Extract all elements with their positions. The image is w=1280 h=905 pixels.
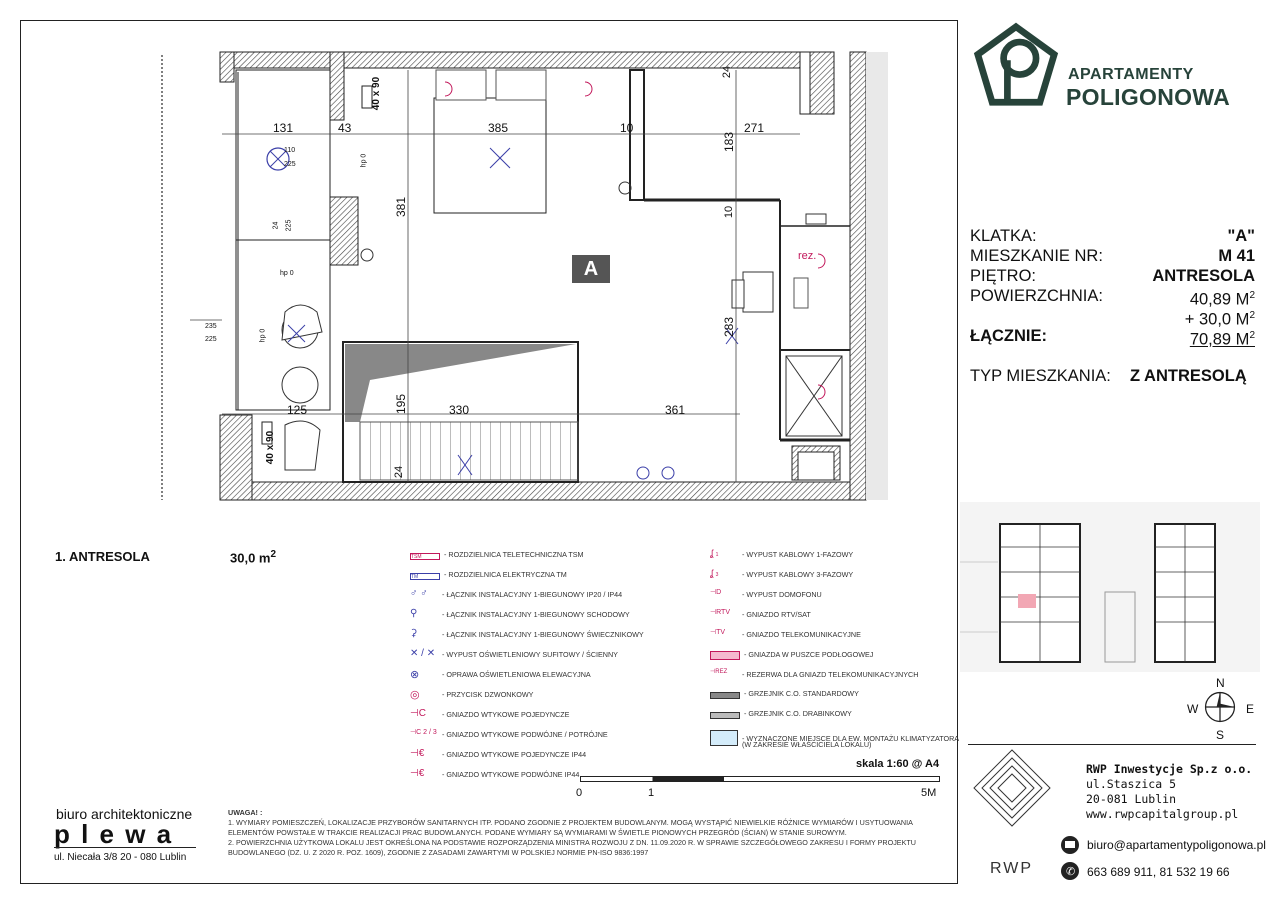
- legend-item: - GNIAZDO WTYKOWE PODWÓJNE / POTRÓJNE: [442, 729, 608, 739]
- contact-phone[interactable]: 663 689 911, 81 532 19 66: [1087, 865, 1230, 879]
- telecom-icon: ⊣TV: [710, 629, 726, 636]
- note-1: 1. WYMIARY POMIESZCZEŃ, LOKALIZACJE PRZYBORÓW SANITARNYCH ITP. PODANO ZGODNIE Z PROJEKTEM BUDOWLANYM. MOGĄ WYSTĄPIĆ NIEWIELKIE RÓŻNICE WYMIARÓW I USYTUOWANIA ELEMENTÓW POWSTAŁE W TRAKCIE REALIZACJI PRAC BUDOWLANYCH. PODANE WYMIARY SĄ WYMIARAMI W ŚWIETLE PIONOWYCH PRZEGRÓD (ŚCIAN) W STANIE SUROWYM.: [228, 818, 913, 837]
- light-outlet-icon: ✕ / ✕: [410, 648, 436, 659]
- klatka-value: "A": [1227, 227, 1255, 245]
- pietro-label: PIĘTRO:: [970, 267, 1037, 285]
- dim-271: 271: [744, 121, 765, 135]
- notes-title: UWAGA! :: [228, 808, 263, 817]
- scale-bar: [580, 776, 940, 782]
- apartment-info: [970, 226, 1255, 386]
- compass-s: S: [1216, 728, 1225, 742]
- dim-125: 125: [287, 403, 308, 417]
- note-2: 2. POWIERZCHNIA UŻYTKOWA LOKALU JEST OKREŚLONA NA PODSTAWIE ROZPORZĄDZENIA MINISTRA ROZWOJU Z DN. 11.09.2020 R. W SPRAWIE SZCZEGÓŁOWEGO ZAKRESU I FORMY PROJEKTU BUDOWLANEGO (DZ. U. Z 2020 R. POZ. 1609), ZGODNIE Z ZASADAMI ZAWARTYMI W POLSKIEJ NORMIE PN-ISO 9836:1997: [228, 838, 916, 857]
- legend-item: - ŁĄCZNIK INSTALACYJNY 1-BIEGUNOWY IP20 / IP44: [442, 589, 623, 599]
- cable-1-icon: ʆ 1: [710, 548, 719, 558]
- dim-330: 330: [449, 403, 470, 417]
- rwp-logo-text: RWP: [990, 860, 1034, 877]
- legend-item: - WYPUST KABLOWY 1-FAZOWY: [742, 549, 854, 559]
- cable-3-icon: ʆ 3: [710, 568, 719, 578]
- legend-item: - ŁĄCZNIK INSTALACYJNY 1-BIEGUNOWY ŚWIECZNIKOWY: [442, 629, 644, 639]
- floor-box-icon: [710, 651, 740, 660]
- dim-24b: 24: [393, 465, 406, 479]
- tsm-icon: TSM: [410, 553, 440, 560]
- double-socket-icon: ⊣C 2 / 3: [410, 729, 437, 736]
- scale-tick-0: 0: [576, 787, 583, 799]
- stair-switch-icon: ⚲: [410, 608, 418, 619]
- notes: [228, 808, 946, 858]
- chandelier-switch-icon: ⚳: [410, 628, 418, 639]
- legend-item: - GRZEJNIK C.O. DRABINKOWY: [744, 709, 852, 718]
- intercom-icon: ⊣D: [710, 589, 722, 596]
- brand-line2: POLIGONOWA: [1066, 84, 1230, 110]
- compass-e: E: [1246, 702, 1255, 716]
- compass-icon: [1203, 690, 1237, 724]
- radiator-icon: [710, 692, 740, 699]
- dim-110: 110: [284, 147, 296, 154]
- brand-logo-icon: [972, 22, 1060, 108]
- site-key-plan: [960, 502, 1260, 672]
- legend-item: - REZERWA DLA GNIAZD TELEKOMUNIKACYJNYCH: [742, 669, 919, 679]
- dim-385: 385: [488, 121, 509, 135]
- dim-235: 235: [205, 323, 217, 330]
- room-label-a: A: [572, 255, 610, 283]
- company-web[interactable]: www.rwpcapitalgroup.pl: [1086, 807, 1239, 821]
- doorbell-icon: ◎: [410, 689, 420, 701]
- legend-item: - GNIAZDO WTYKOWE PODWÓJNE IP44: [442, 769, 580, 779]
- nr-value: M 41: [1218, 247, 1255, 265]
- legend-item: - GNIAZDA W PUSZCE PODŁOGOWEJ: [744, 649, 874, 659]
- legend-item: - WYPUST KABLOWY 3-FAZOWY: [742, 569, 854, 579]
- contact-email[interactable]: biuro@apartamentypoligonowa.pl: [1087, 838, 1266, 852]
- typ-value: Z ANTRESOLĄ: [1130, 367, 1247, 385]
- facade-lamp-icon: ⊗: [410, 669, 420, 681]
- dim-43: 43: [338, 121, 352, 135]
- klatka-label: KLATKA:: [970, 227, 1037, 245]
- switch-icon: ♂ ♂: [410, 588, 428, 599]
- hp0-label-b: hp 0: [280, 270, 294, 277]
- legend-item: - PRZYCISK DZWONKOWY: [442, 689, 534, 699]
- area-value: 30,0 $m^2$: [230, 549, 277, 566]
- legend-item: - GNIAZDO TELEKOMUNIKACYJNE: [742, 629, 861, 639]
- dim-225b: 225: [285, 219, 293, 232]
- company-street: ul.Staszica 5: [1086, 777, 1177, 791]
- pow-value: 40,89 $M^2$: [1189, 290, 1255, 309]
- legend-item: - GNIAZDO RTV/SAT: [742, 609, 811, 619]
- double-socket-ip44-icon: ⊣€: [410, 768, 425, 779]
- company-name: RWP Inwestycje Sp.z o.o.: [1086, 762, 1253, 776]
- dim-381: 381: [394, 196, 409, 218]
- area-label: 1. ANTRESOLA: [55, 549, 150, 564]
- dim-283: 283: [722, 316, 737, 338]
- dim-10: 10: [620, 121, 634, 135]
- dim-24c: 24: [272, 221, 280, 230]
- legend-item: - ROZDZIELNICA ELEKTRYCZNA TM: [444, 569, 567, 579]
- pow-label: POWIERZCHNIA:: [970, 287, 1103, 305]
- legend-item: - WYPUST DOMOFONU: [742, 589, 822, 599]
- dim-131: 131: [273, 121, 294, 135]
- reserve-icon: ⊣REZ: [710, 669, 728, 675]
- legend-item: - OPRAWA OŚWIETLENIOWA ELEWACYJNA: [442, 669, 591, 679]
- ladder-radiator-icon: [710, 712, 740, 719]
- architect-line1: biuro architektoniczne: [56, 806, 193, 822]
- dim-24a: 24: [721, 65, 734, 79]
- laczne-value: 70,89 $M^2$: [1189, 330, 1255, 349]
- socket-icon: ⊣C: [410, 708, 426, 719]
- rtv-icon: ⊣RTV: [710, 609, 730, 616]
- hp0-label-c: hp 0: [259, 328, 267, 343]
- scale-label: skala 1:60 @ A4: [856, 758, 940, 770]
- legend-item: - GNIAZDO WTYKOWE POJEDYNCZE: [442, 709, 570, 719]
- architect-address: ul. Niecała 3/8 20 - 080 Lublin: [54, 852, 187, 863]
- dim-361: 361: [665, 403, 686, 417]
- pow2-value: + 30,0 $M^2$: [1184, 310, 1255, 329]
- nr-label: MIESZKANIE NR:: [970, 247, 1103, 265]
- radiator-label-bottom: 40 x 90: [265, 430, 277, 465]
- legend-item: - GNIAZDO WTYKOWE POJEDYNCZE IP44: [442, 749, 587, 759]
- legend-item: - ROZDZIELNICA TELETECHNICZNA TSM: [444, 549, 584, 559]
- dim-10b: 10: [723, 205, 736, 219]
- pietro-value: ANTRESOLA: [1152, 267, 1255, 285]
- typ-label: TYP MIESZKANIA:: [970, 367, 1111, 385]
- scale-tick-1: 1: [648, 787, 655, 799]
- company-city: 20-081 Lublin: [1086, 792, 1177, 806]
- dim-225a: 225: [284, 161, 296, 168]
- radiator-label-top: 40 x 90: [371, 76, 383, 111]
- socket-ip44-icon: ⊣€: [410, 748, 425, 759]
- legend-item: - WYPUST OŚWIETLENIOWY SUFITOWY / ŚCIENNY: [442, 649, 618, 659]
- legend-item: - WYZNACZONE MIEJSCE DLA EW. MONTAŻU KLIMATYZATORA: [742, 733, 960, 743]
- laczne-label: ŁĄCZNIE:: [970, 327, 1047, 345]
- reserve-label: rez.: [798, 250, 817, 262]
- dim-225c: 225: [205, 336, 217, 343]
- phone-icon: ✆: [1061, 862, 1079, 880]
- tm-icon: TM: [410, 573, 440, 580]
- dim-195: 195: [394, 393, 409, 415]
- legend-item: - GRZEJNIK C.O. STANDARDOWY: [744, 689, 859, 698]
- compass-w: W: [1187, 702, 1199, 716]
- legend-item: (W ZAKRESIE WŁAŚCICIELA LOKALU): [742, 740, 872, 749]
- rwp-logo-icon: [972, 748, 1052, 828]
- email-icon: [1061, 836, 1079, 854]
- brand-line1: APARTAMENTY: [1068, 66, 1194, 83]
- hp0-label-a: hp 0: [360, 153, 368, 168]
- company-address: [1086, 762, 1252, 822]
- compass-n: N: [1216, 676, 1225, 690]
- aircon-zone-icon: [710, 730, 738, 746]
- dim-183: 183: [722, 131, 737, 153]
- architect-logo-text: p l e w a: [54, 819, 174, 849]
- scale-tick-5: 5M: [921, 787, 937, 799]
- legend-item: - ŁĄCZNIK INSTALACYJNY 1-BIEGUNOWY SCHODOWY: [442, 609, 630, 619]
